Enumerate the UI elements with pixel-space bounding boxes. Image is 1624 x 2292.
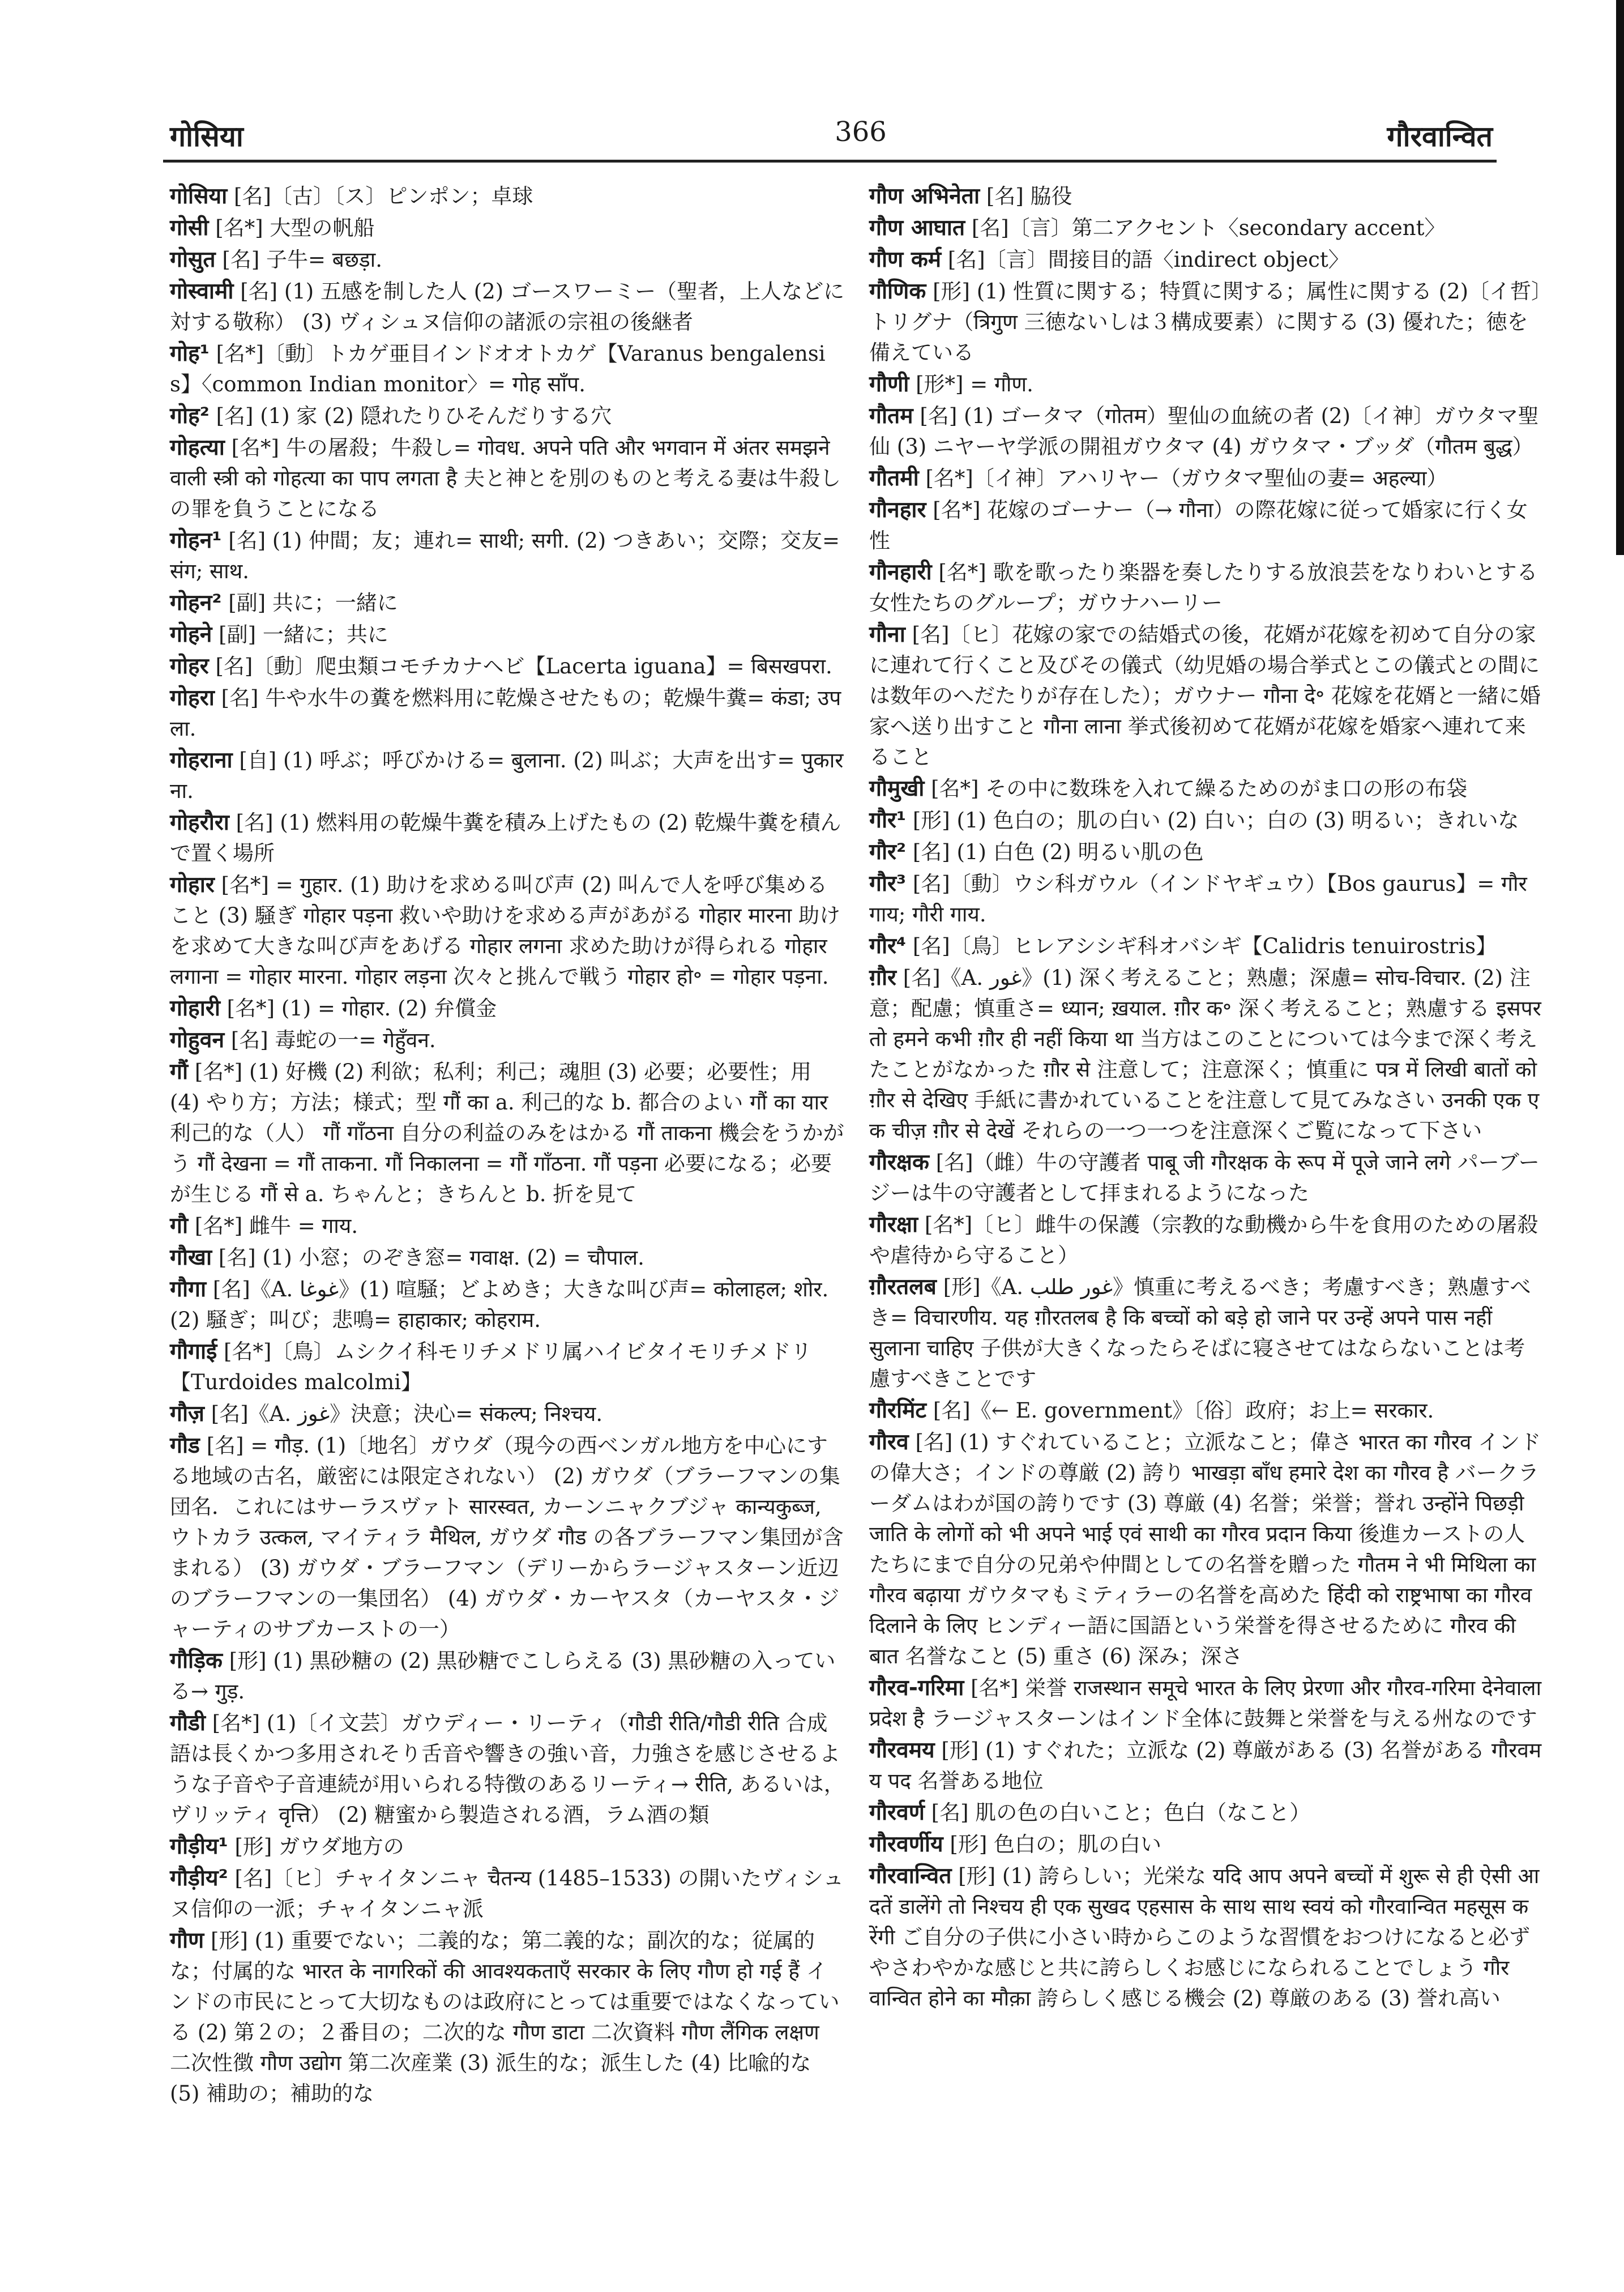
entry-headword: गौतम xyxy=(869,403,913,429)
entry-definition: [形*] = गौण. xyxy=(909,372,1033,396)
entry-definition: [名*] 栄誉 राजस्थान समूचे भारत के लिए प्रेरणा और गौरव-गरिमा देनेवाला प्रदेश है ラージャスターンはインド全体に鼓舞と栄誉を与える州なのです xyxy=(869,1676,1542,1731)
entry-headword: गौर² xyxy=(869,839,907,865)
entry-definition: [名] 肌の色の白いこと；色白（なこと） xyxy=(924,1800,1311,1825)
dictionary-entry xyxy=(170,213,847,244)
entry-definition: [名] 毒蛇の一= गेहुँवन. xyxy=(224,1028,436,1052)
entry-definition: [名] (1) 白色 (2) 明るい肌の色 xyxy=(906,840,1204,864)
entry-headword: गौना xyxy=(869,622,905,647)
entry-headword: गौनहारी xyxy=(869,560,932,585)
dictionary-entry xyxy=(869,837,1546,868)
entry-definition: [名] (1) 燃料用の乾燥牛糞を積み上げたもの (2) 乾燥牛糞を積んで置く場所 xyxy=(170,810,841,865)
entry-headword: गौरव xyxy=(869,1429,909,1455)
dictionary-entry xyxy=(869,1829,1546,1860)
entry-headword: ग़ौरतलब xyxy=(869,1274,937,1300)
dictionary-entry xyxy=(170,1243,847,1273)
entry-definition: [名*] 花嫁のゴーナー（→ गौना）の際花嫁に従って婚家に行く女性 xyxy=(869,498,1528,553)
dictionary-entry xyxy=(869,869,1546,930)
dictionary-entry xyxy=(869,1210,1546,1271)
entry-definition: [形] (1) 黒砂糖の (2) 黒砂糖でこしらえる (3) 黒砂糖の入っている→ गुड़. xyxy=(170,1649,836,1704)
dictionary-entry xyxy=(869,401,1546,462)
dictionary-entry xyxy=(170,808,847,869)
entry-definition: [副] 一緒に；共に xyxy=(212,622,388,647)
dictionary-entry xyxy=(869,1272,1546,1394)
entry-headword: गौण अभिनेता xyxy=(869,183,980,209)
dictionary-entry xyxy=(170,993,847,1024)
dictionary-entry xyxy=(170,1708,847,1830)
entry-headword: गौड xyxy=(170,1433,200,1458)
dictionary-entry xyxy=(170,339,847,400)
entry-definition: [名]〔古〕〔ス〕ピンポン；卓球 xyxy=(227,184,533,208)
entry-definition: [名*] 歌を歌ったり楽器を奏したりする放浪芸をなりわいとする女性たちのグループ；ガウナハーリー xyxy=(869,560,1538,615)
dictionary-entry xyxy=(869,1427,1546,1672)
entry-definition: [名]〔動〕ウシ科ガウル（インドヤギュウ）【Bos gaurus】= गौर गाय; गौरी गाय. xyxy=(869,872,1527,927)
dictionary-entry xyxy=(869,1147,1546,1209)
entry-headword: गोहर xyxy=(170,654,209,679)
entry-definition: [名] (1) すぐれていること；立派なこと；偉さ भारत का गौरव インドの偉大さ；インドの尊厳 (2) 誇り भाखड़ा बाँध हमारे देश का गौरव है バークラーダムはわが国の誇りです (3) 尊厳 (4) 名誉；栄誉；誉れ उन्होंने पिछड़ी जाति के लोगों को भी अपने भाई एवं साथी का गौरव प्रदान किया 後進カーストの人たちにまで自分の兄弟や仲間としての名誉を贈った गौतम ने भी मिथिला का गौरव बढ़ाया ガウタマもミティラーの名誉を高めた हिंदी को राष्ट्रभाषा का गौरव दिलाने के लिए ヒンディー語に国語という栄誉を得させるために गौरव की बात 名誉なこと (5) 重さ (6) 深み；深さ xyxy=(869,1430,1541,1668)
entry-definition: [名]〔言〕間接目的語〈indirect object〉 xyxy=(941,247,1349,272)
entry-headword: गौखा xyxy=(170,1245,212,1270)
right-column xyxy=(869,181,1546,2015)
dictionary-entry xyxy=(869,276,1546,368)
entry-definition: [名*] 大型の帆船 xyxy=(208,216,375,240)
entry-definition: [名]《A. غور》(1) 深く考えること；熟慮；深慮= सोच-विचार. (2) 注意；配慮；慎重さ= ध्यान; ख़याल. ग़ौर क॰ 深く考えること；熟慮する इसपर तो हमने कभी ग़ौर ही नहीं किया था 当方はこのことについては今まで深く考えたことがなかった ग़ौर से 注意して；注意深く；慎重に पत्र में लिखी बातों को ग़ौर से देखिए 手紙に書かれていることを注意して見てみなさい उनकी एक एक चीज़ ग़ौर से देखें それらの一つ一つを注意深くご覧になって下さい xyxy=(869,966,1541,1143)
left-column xyxy=(170,181,847,2110)
entry-definition: [名*] (1) 好機 (2) 利欲；私利；利己；魂胆 (3) 必要；必要性；用 (4) やり方；方法；様式；型 गौं का a. 利己的な b. 都合のよい गौं का यार 利己的な（人） गौं गाँठना 自分の利益のみをはかる गौं ताकना 機会をうかがう गौं देखना = गौं ताकना. गौं निकालना = गौं गाँठना. गौं पड़ना 必要になる；必要が生じる गौं से a. ちゃんと；きちんと b. 折を見て xyxy=(170,1060,844,1206)
dictionary-entry xyxy=(869,463,1546,494)
dictionary-entry xyxy=(869,245,1546,275)
entry-definition: [名*] 牛の屠殺；牛殺し= गोवध. अपने पति और भगवान में अंतर समझने वाली स्त्री को गोहत्या का पाप लगता है 夫と神とを別のものと考える妻は牛殺しの罪を負うことになる xyxy=(170,436,841,521)
entry-definition: [副] 共に；一緒に xyxy=(221,591,398,615)
entry-definition: [名]〔言〕第二アクセント〈secondary accent〉 xyxy=(965,216,1446,240)
dictionary-entry xyxy=(170,245,847,275)
dictionary-entry xyxy=(170,1431,847,1645)
entry-definition: [形] (1) すぐれた；立派な (2) 尊厳がある (3) 名誉がある गौरवमय पद 名誉ある地位 xyxy=(869,1738,1542,1793)
entry-headword: गोसिया xyxy=(170,183,228,209)
dictionary-entry xyxy=(869,1673,1546,1734)
entry-headword: गौरवर्ण xyxy=(869,1800,925,1825)
dictionary-entry xyxy=(869,805,1546,836)
entry-headword: गौण आघात xyxy=(869,215,965,241)
entry-definition: [名*] = गुहार. (1) 助けを求める叫び声 (2) 叫んで人を呼び集めること (3) 騒ぎ गोहार पड़ना 救いや助けを求める声があがる गोहार मारना 助けを求めて大きな叫び声をあげる गोहार लगना 求めた助けが得られる गोहार लगाना = गोहार मारना. गोहार लड़ना 次々と挑んで戦う गोहार हो॰ = गोहार पड़ना. xyxy=(170,873,840,989)
entry-definition: [形] (1) 色白の；肌の白い (2) 白い；白の (3) 明るい；きれいな xyxy=(906,808,1519,833)
entry-headword: गौर³ xyxy=(869,871,907,897)
header-rule xyxy=(163,160,1497,163)
dictionary-entry xyxy=(170,588,847,618)
entry-definition: [名]〔ヒ〕チャイタンニャ चैतन्य (1485–1533) の開いたヴィシュヌ信仰の一派；チャイタンニャ派 xyxy=(170,1866,844,1921)
entry-headword: गौण xyxy=(170,1928,204,1953)
entry-headword: गोहरा xyxy=(170,685,215,711)
entry-definition: [名]《A. غوغا》(1) 喧騒；どよめき；大きな叫び声= कोलाहल; शोर. (2) 騒ぎ；叫び；悲鳴= हाहाकार; कोहराम. xyxy=(170,1277,829,1332)
dictionary-entry xyxy=(869,495,1546,556)
dictionary-entry xyxy=(170,870,847,992)
entry-headword: गौरवर्णीय xyxy=(869,1832,943,1857)
entry-definition: [名]〔動〕爬虫類コモチカナヘビ【Lacerta iguana】= बिसखपरा. xyxy=(208,654,832,678)
dictionary-entry xyxy=(170,683,847,744)
dictionary-entry xyxy=(170,401,847,432)
entry-definition: [名*]〔動〕トカゲ亜目インドオオトカゲ【Varanus bengalensis】〈common Indian monitor〉= गोह साँप. xyxy=(170,342,826,396)
entry-headword: गौणी xyxy=(869,372,909,397)
entry-definition: [名*] (1) = गोहार. (2) 弁償金 xyxy=(220,996,497,1021)
entry-definition: [名*]〔イ神〕アハリヤー（ガウタマ聖仙の妻= अहल्या） xyxy=(918,466,1448,490)
entry-headword: गौर⁴ xyxy=(869,933,907,959)
dictionary-entry xyxy=(869,369,1546,400)
entry-headword: ग़ौर xyxy=(869,965,897,991)
dictionary-entry xyxy=(170,1057,847,1210)
entry-headword: गोहने xyxy=(170,622,212,647)
entry-headword: गोहार xyxy=(170,872,215,898)
entry-definition: [名]《A. غوز》決意；決心= संकल्प; निश्चय. xyxy=(204,1402,603,1426)
entry-definition: [名] 脇役 xyxy=(980,184,1072,208)
scan-edge-mark xyxy=(1616,0,1624,555)
entry-definition: [名] (1) ゴータマ（गोतम）聖仙の血統の者 (2)〔イ神〕ガウタマ聖仙 (3) ニヤーヤ学派の開祖ガウタマ (4) ガウタマ・ブッダ（गौतम बुद्ध） xyxy=(869,404,1539,459)
entry-headword: गौरक्षा xyxy=(869,1212,918,1237)
entry-headword: गोह² xyxy=(170,403,210,429)
entry-headword: गौडी xyxy=(170,1710,206,1736)
entry-definition: [名*] その中に数珠を入れて繰るためのがま口の形の布袋 xyxy=(924,776,1468,801)
dictionary-entry xyxy=(170,1337,847,1398)
entry-definition: [形] (1) 誇らしい；光栄な यदि आप अपने बच्चों में शुरू से ही ऐसी आदतें डालेंगे तो निश्चय ही एक सुखद एहसास के साथ साथ स्वयं को गौरवान्वित महसूस करेंगी ご自分の子供に小さい時からこのような習慣をおつけになると必ずやさわやかな感じと共に誇らしくお感じになられることでしょう गौरवान्वित होने का मौक़ा 誇らしく感じる機会 (2) 尊厳のある (3) 誉れ高い xyxy=(869,1864,1540,2011)
dictionary-entry xyxy=(869,963,1546,1146)
entry-headword: गोहराना xyxy=(170,748,233,773)
entry-definition: [名] 牛や水牛の糞を燃料用に乾燥させたもの；乾燥牛糞= कंडा; उपला. xyxy=(170,686,841,741)
entry-definition: [形] ガウダ地方の xyxy=(228,1834,404,1859)
entry-headword: गौरमिंट xyxy=(869,1398,927,1423)
entry-headword: गौज़ xyxy=(170,1401,204,1427)
entry-headword: गोहारी xyxy=(170,996,220,1021)
dictionary-entry xyxy=(170,1646,847,1707)
entry-definition: [名]〔ヒ〕花嫁の家での結婚式の後，花婿が花嫁を初めて自分の家に連れて行くこと及びその儀式（幼児婚の場合挙式とこの儀式との間には数年のへだたりが存在した）；ガウナー गौना दे॰ 花嫁を花婿と一緒に婚家へ送り出すこと गौना लाना 挙式後初めて花婿が花嫁を婚家へ連れて来ること xyxy=(869,622,1541,769)
dictionary-entry xyxy=(170,1025,847,1056)
dictionary-entry xyxy=(170,1832,847,1862)
entry-headword: गोस्वामी xyxy=(170,279,234,304)
dictionary-entry xyxy=(170,1926,847,2109)
entry-definition: [自] (1) 呼ぶ；呼びかける= बुलाना. (2) 叫ぶ；大声を出す= पुकारना. xyxy=(170,748,844,803)
entry-definition: [形] (1) 性質に関する；特質に関する；属性に関する (2)〔イ哲〕トリグナ（त्रिगुण 三徳ないしは３構成要素）に関する (3) 優れた；徳を備えている xyxy=(869,279,1542,365)
dictionary-entry xyxy=(869,213,1546,244)
page-number: 366 xyxy=(835,116,887,148)
entry-headword: गौड़िक xyxy=(170,1648,223,1674)
entry-headword: गौमुखी xyxy=(869,776,925,801)
entry-headword: गोहरौरा xyxy=(170,810,229,835)
entry-definition: [形] 色白の；肌の白い xyxy=(943,1832,1162,1856)
dictionary-entry xyxy=(170,620,847,650)
entry-definition: [名]《← E. government》〔俗〕政府；お上= सरकार. xyxy=(926,1398,1434,1423)
entry-headword: गौरव-गरिमा xyxy=(869,1675,964,1701)
entry-headword: गौणिक xyxy=(869,279,926,304)
entry-definition: [名*]〔ヒ〕雌牛の保護（宗教的な動機から牛を食用のための屠殺や虐待から守ること） xyxy=(869,1213,1538,1267)
entry-headword: गौण कर्म xyxy=(869,247,942,272)
entry-definition: [名] (1) 家 (2) 隠れたりひそんだりする穴 xyxy=(209,404,612,428)
entry-headword: गोसी xyxy=(170,215,209,241)
entry-headword: गोहन¹ xyxy=(170,528,222,553)
running-head-first-word: गोसिया xyxy=(170,119,243,153)
dictionary-entry xyxy=(170,1274,847,1335)
dictionary-entry xyxy=(170,1399,847,1429)
entry-headword: गौरक्षक xyxy=(869,1150,929,1175)
entry-headword: गौड़ीय² xyxy=(170,1866,228,1891)
entry-definition: [名] = गौड़. (1)〔地名〕ガウダ（現今の西ベンガル地方を中心にする地域の古名，厳密には限定されない） (2) ガウダ（ブラーフマンの集団名．これにはサーラスヴァト सारस्वत, カーンニャクブジャ कान्यकुब्ज, ウトカラ उत्कल, マイティラ मैथिल, ガウダ गौड の各ブラーフマン集団が含まれる） (3) ガウダ・ブラーフマン（デリーからラージャスターン近辺のブラーフマンの一集団名） (4) ガウダ・カーヤスタ（カーヤスタ・ジャーティのサブカーストの一） xyxy=(170,1433,844,1641)
entry-definition: [名] (1) 五感を制した人 (2) ゴースワーミー（聖者，上人などに対する敬称） (3) ヴィシュヌ信仰の諸派の宗祖の後継者 xyxy=(170,279,845,334)
entry-definition: [名] 子牛= बछड़ा. xyxy=(215,247,383,272)
dictionary-entry xyxy=(869,931,1546,962)
dictionary-entry xyxy=(170,745,847,806)
entry-headword: गौनहार xyxy=(869,497,926,523)
entry-headword: गोहन² xyxy=(170,590,222,616)
dictionary-entry xyxy=(170,433,847,524)
dictionary-entry xyxy=(170,276,847,338)
entry-definition: [名] (1) 小窓；のぞき窓= गवाक्ष. (2) = चौपाल. xyxy=(212,1245,644,1270)
entry-definition: [名*] (1)〔イ文芸〕ガウディー・リーティ（गौडी रीति/गौडी रीति 合成語は長くかつ多用されそり舌音や響きの強い音，力強さを感じさせるような子音や子音連続が用いられる特徴のあるリーティ→ रीति, あるいは，ヴリッティ वृत्ति） (2) 糖蜜から製造される酒，ラム酒の類 xyxy=(170,1711,845,1827)
entry-headword: गौगाई xyxy=(170,1339,217,1364)
entry-headword: गौ xyxy=(170,1213,189,1239)
entry-headword: गौरवमय xyxy=(869,1738,935,1763)
entry-headword: गोहुवन xyxy=(170,1027,225,1053)
entry-definition: [名] (1) 仲間；友；連れ= साथी; सगी. (2) つきあい；交際；交友= संग; साथ. xyxy=(170,528,840,583)
entry-headword: गौड़ीय¹ xyxy=(170,1834,228,1859)
dictionary-entry xyxy=(869,557,1546,618)
dictionary-entry xyxy=(869,1395,1546,1426)
entry-definition: [形] (1) 重要でない；二義的な；第二義的な；副次的な；従属的な；付属的な भारत के नागरिकों की आवश्यकताएँ सरकार के लिए गौण हो गई हैं インドの市民にとって大切なものは政府にとっては重要ではなくなっている (2) 第２の；２番目の；二次的な गौण डाटा 二次資料 गौण लैंगिक लक्षण 二次性徴 गौण उद्योग 第二次産業 (3) 派生的な；派生した (4) 比喩的な (5) 補助の；補助的な xyxy=(170,1928,840,2106)
dictionary-entry xyxy=(869,181,1546,212)
dictionary-entry xyxy=(869,620,1546,772)
entry-headword: गौतमी xyxy=(869,466,919,491)
entry-definition: [名*]〔鳥〕ムシクイ科モリチメドリ属ハイビタイモリチメドリ【Turdoides malcolmi】 xyxy=(170,1339,812,1394)
entry-definition: [名*] 雌牛 = गाय. xyxy=(188,1214,358,1238)
dictionary-entry xyxy=(869,1861,1546,2014)
entry-headword: गोसुत xyxy=(170,247,216,272)
entry-headword: गोहत्या xyxy=(170,435,225,460)
dictionary-entry xyxy=(170,181,847,212)
entry-definition: [名]〔鳥〕ヒレアシシギ科オバシギ【Calidris tenuirostris】 xyxy=(906,934,1497,958)
dictionary-entry xyxy=(869,1735,1546,1796)
dictionary-entry xyxy=(170,1863,847,1924)
dictionary-entry xyxy=(170,1211,847,1241)
entry-definition: [名]（雌）牛の守護者 पाबू जी गौरक्षक के रूप में पूजे जाने लगे パーブージーは牛の守護者として拝まれるようになった xyxy=(869,1150,1540,1205)
dictionary-entry xyxy=(869,774,1546,804)
entry-headword: गौर¹ xyxy=(869,808,907,833)
entry-headword: गौं xyxy=(170,1059,189,1085)
entry-headword: गौगा xyxy=(170,1277,207,1302)
dictionary-entry xyxy=(170,526,847,587)
running-head-last-word: गौरवान्वित xyxy=(1387,119,1493,153)
entry-headword: गौरवान्वित xyxy=(869,1863,952,1889)
dictionary-entry xyxy=(170,651,847,682)
dictionary-entry xyxy=(869,1798,1546,1828)
entry-headword: गोह¹ xyxy=(170,341,210,366)
entry-definition: [形]《A. غور طلب》慎重に考えるべき；考慮すべき；熟慮すべき= विचारणीय. यह ग़ौरतलब है कि बच्चों को बड़े हो जाने पर उन्हें अपने पास नहीं सुलाना चाहिए 子供が大きくなったらそばに寝させてはならないことは考慮すべきことです xyxy=(869,1275,1531,1391)
